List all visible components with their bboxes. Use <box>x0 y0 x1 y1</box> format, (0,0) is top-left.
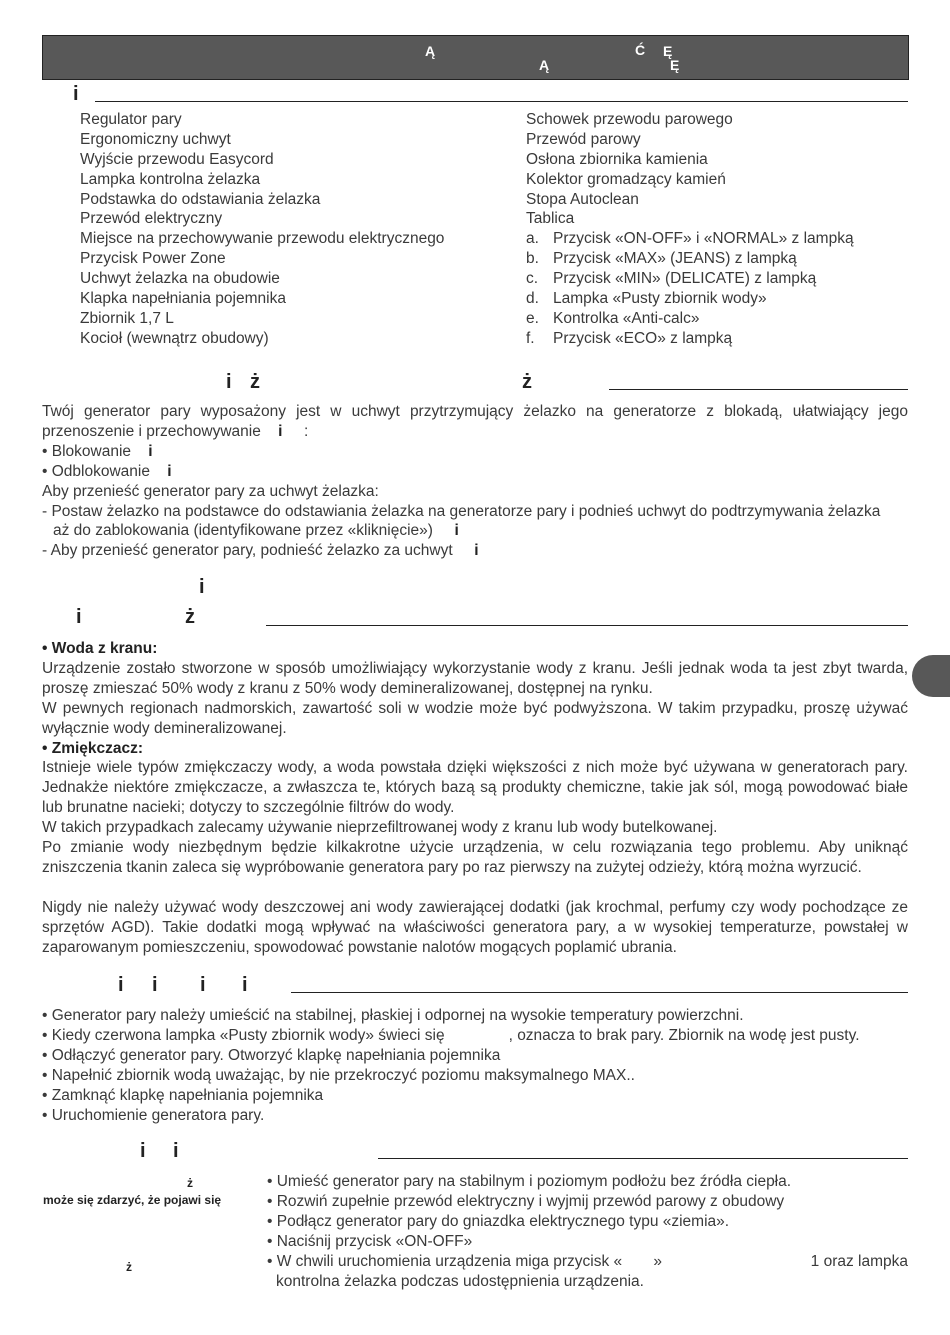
header-banner <box>42 35 909 80</box>
item-letter: c. <box>526 270 539 288</box>
list-item: Przewód parowy <box>526 130 641 148</box>
side-glyph: ż <box>126 1260 132 1274</box>
item-letter: f. <box>526 329 535 347</box>
list-item: Kocioł (wewnątrz obudowy) <box>80 329 269 347</box>
figure-marker: i <box>278 422 283 440</box>
intro-end: : <box>303 422 309 440</box>
paragraph: Po zmianie wody niezbędnym będzie kilkakrotne użycie urządzenia, w celu rozwiązania tego problemu. Aby uniknąć zniszczenia tkanin zaleca się wypróbowanie generatora pary po raz pierwszy na zużytej odzieży, którą można wyrzucić. <box>42 839 908 876</box>
side-note: może się zdarzyć, że pojawi się <box>43 1193 222 1207</box>
step-text: aż do zablokowania (identyfikowane przez «kliknięcie») <box>53 522 433 540</box>
list-item: Kolektor gromadzący kamień <box>526 170 726 188</box>
step-text: - Aby przenieść generator pary, podnieść żelazko za uchwyt <box>42 542 453 560</box>
list-item: • Umieść generator pary na stabilnym i poziomym podłożu bez źródła ciepła. <box>267 1173 792 1190</box>
item-letter: e. <box>526 309 539 327</box>
list-item: Zbiornik 1,7 L <box>80 309 174 327</box>
section-heading-glyph: ż <box>185 606 195 628</box>
list-item: Wyjście przewodu Easycord <box>80 150 274 168</box>
list-item: Lampka kontrolna żelazka <box>80 170 261 188</box>
lettered-item <box>526 329 854 349</box>
list-item: Regulator pary <box>80 111 182 128</box>
section-divider <box>609 389 908 390</box>
intro-text: Twój generator pary wyposażony jest w uchwyt przytrzymujący żelazko na generatorze z blokadą, ułatwiający jego przenoszenie i przechowywanie <box>42 403 908 440</box>
paragraph: W pewnych regionach nadmorskich, zawartość soli w wodzie może być podwyższona. W takim przypadku, proszę używać wyłącznie wody demineralizowanej. <box>42 699 908 737</box>
section-heading-glyph: i <box>76 606 82 628</box>
list-item: Tablica <box>526 210 575 228</box>
bullet-text: • Odblokowanie <box>42 462 150 480</box>
lettered-item <box>526 269 854 289</box>
section-heading-glyph: i <box>140 1140 146 1162</box>
item-letter: a. <box>526 230 539 248</box>
handle-section-body <box>42 402 908 561</box>
section-heading-glyph: i <box>118 974 124 996</box>
item-text: Kontrolka «Anti-calc» <box>553 309 700 327</box>
section-heading-glyph: i <box>152 974 158 996</box>
list-item <box>267 1252 908 1272</box>
start-section-body <box>267 1172 908 1291</box>
lettered-item <box>526 249 854 269</box>
paragraph <box>42 402 908 442</box>
step-line: - Postaw żelazko na podstawce do odstawiania żelazka na generatorze pary i podnieś uchwyt do podtrzymywania żelazka <box>42 502 881 520</box>
item-text: Przycisk «MAX» (JEANS) z lampką <box>553 250 797 268</box>
banner-char: Ę <box>663 43 673 59</box>
paragraph: Urządzenie zostało stworzone w sposób umożliwiający wykorzystanie wody z kranu. Jeśli jednak woda ta jest zbyt twarda, proszę zmieszać 50% wody z kranu z 50% wody demineralizowanej, dostępnej na rynku. <box>42 659 908 697</box>
list-item: Przycisk Power Zone <box>80 250 226 268</box>
section-heading-glyph: i <box>173 1140 179 1162</box>
parts-list-left <box>80 110 444 349</box>
section-heading-glyph: ż <box>250 371 260 393</box>
list-item: Klapka napełniania pojemnika <box>80 290 286 308</box>
section-heading-glyph: i <box>199 576 205 598</box>
lettered-item <box>526 309 854 329</box>
list-item: • Uruchomienie generatora pary. <box>42 1106 265 1124</box>
list-item: Ergonomiczny uchwyt <box>80 130 231 148</box>
fill-section-body <box>42 1006 908 1125</box>
list-item: • Zamknąć klapkę napełniania pojemnika <box>42 1086 324 1104</box>
item-text: • Kiedy czerwona lampka «Pusty zbiornik wody» świeci się <box>42 1026 445 1044</box>
banner-char: Ć <box>635 42 646 58</box>
bullet-text: • Blokowanie <box>42 442 132 460</box>
item-text: Lampka «Pusty zbiornik wody» <box>553 290 767 308</box>
section-heading-glyph: i <box>73 83 79 105</box>
section-heading-glyph: i <box>200 974 206 996</box>
figure-marker: i <box>454 522 459 540</box>
page-side-tab <box>912 655 950 697</box>
item-text: • W chwili uruchomienia urządzenia miga przycisk « » <box>267 1252 662 1270</box>
list-item: Miejsce na przechowywanie przewodu elektrycznego <box>80 230 445 248</box>
bullet-unlock <box>42 462 908 482</box>
item-text: Przycisk «ECO» z lampką <box>553 329 733 347</box>
list-item: kontrolna żelazka podczas udostępnienia urządzenia. <box>276 1272 644 1290</box>
section-divider <box>266 625 908 626</box>
list-item: • Rozwiń zupełnie przewód elektryczny i wyjmij przewód parowy z obudowy <box>267 1192 785 1210</box>
banner-char: Ą <box>425 43 436 59</box>
item-text: , oznacza to brak pary. Zbiornik na wodę jest pusty. <box>508 1026 860 1044</box>
section-heading-glyph: i <box>242 974 248 996</box>
paragraph: Nigdy nie należy używać wody deszczowej ani wody zawierającej dodatki (jak krochmal, perfumy czy wody pochodzące ze sprzętów AGD). Takie dodatki mogą wpływać na właściwości generatora pary, a w wysokiej temperaturze, powstałej w zaparowanym pomieszczeniu, spowodować powstanie nalotów mogących poplamić ubrania. <box>42 898 908 956</box>
parts-list-right <box>526 110 854 349</box>
list-item: Podstawka do odstawiania żelazka <box>80 190 321 208</box>
section-divider <box>291 992 908 993</box>
list-item: Schowek przewodu parowego <box>526 111 733 128</box>
list-item: Osłona zbiornika kamienia <box>526 150 708 168</box>
item-letter: d. <box>526 290 539 308</box>
item-text: Przycisk «ON-OFF» i «NORMAL» z lampką <box>553 230 854 248</box>
list-item: Uchwyt żelazka na obudowie <box>80 270 280 288</box>
lettered-item <box>526 229 854 249</box>
figure-marker: i <box>148 442 153 460</box>
side-glyph: ż <box>187 1176 193 1190</box>
paragraph: Aby przenieść generator pary za uchwyt żelazka: <box>42 482 379 500</box>
lettered-item <box>526 289 854 309</box>
step-line <box>42 521 908 541</box>
figure-marker: i <box>167 462 172 480</box>
water-section-body <box>42 639 908 957</box>
list-item: • Podłącz generator pary do gniazdka elektrycznego typu «ziemia». <box>267 1212 730 1230</box>
list-item: • Odłączyć generator pary. Otworzyć klapkę napełniania pojemnika <box>42 1046 501 1064</box>
bullet-lock <box>42 442 908 462</box>
list-item: • Naciśnij przycisk «ON-OFF» <box>267 1232 473 1250</box>
section-heading-glyph: i <box>226 371 232 393</box>
section-heading-glyph: ż <box>522 371 532 393</box>
figure-marker: i <box>474 542 479 560</box>
item-letter: b. <box>526 250 539 268</box>
subheading: • Zmiękczacz: <box>42 739 144 757</box>
item-text: Przycisk «MIN» (DELICATE) z lampką <box>553 270 817 288</box>
list-item: Stopa Autoclean <box>526 190 639 208</box>
list-item <box>42 1026 908 1046</box>
step-line <box>42 541 908 561</box>
list-item: Przewód elektryczny <box>80 210 223 228</box>
banner-char: Ę <box>670 57 680 73</box>
item-text: 1 oraz lampka <box>810 1252 908 1270</box>
section-divider <box>378 1158 908 1159</box>
subheading: • Woda z kranu: <box>42 640 158 657</box>
list-item: • Generator pary należy umieścić na stabilnej, płaskiej i odpornej na wysokie temperatury powierzchni. <box>42 1007 744 1024</box>
list-item: • Napełnić zbiornik wodą uważając, by nie przekroczyć poziomu maksymalnego MAX.. <box>42 1066 635 1084</box>
banner-char: Ą <box>539 57 550 73</box>
paragraph: Istnieje wiele typów zmiękczaczy wody, a woda powstała dzięki większości z nich może być używana w generatorach pary. Jednakże niektóre zmiękczacze, a zwłaszcza te, których bazą są produkty chemiczne, takie jak sól, mogą powodować białe lub brunatne nacieki; dotyczy to szczególnie filtrów do wody. <box>42 759 908 817</box>
paragraph: W takich przypadkach zalecamy używanie nieprzefiltrowanej wody z kranu lub wody butelkowanej. <box>42 819 718 837</box>
section-divider <box>95 101 908 102</box>
